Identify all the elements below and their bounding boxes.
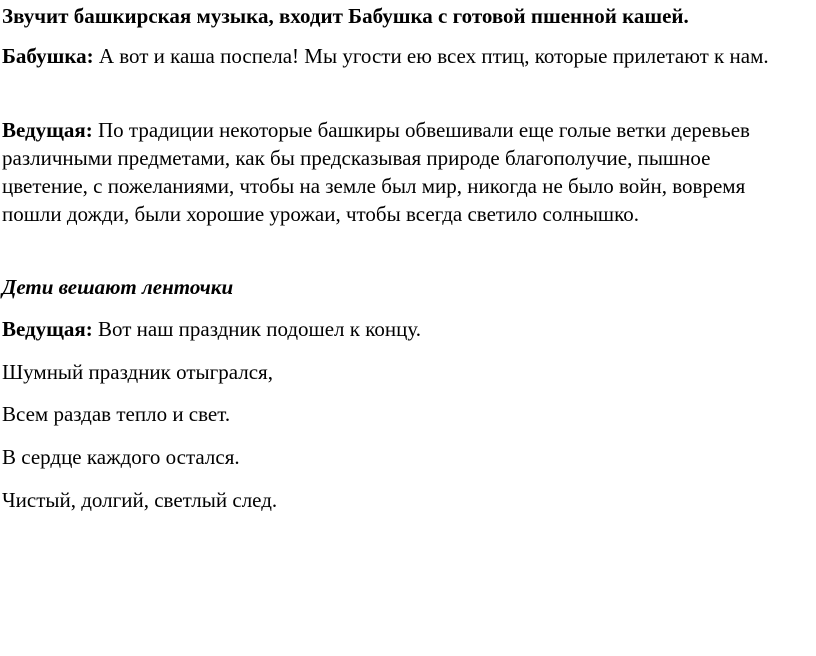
poem-line: Чистый, долгий, светлый след. bbox=[2, 488, 278, 512]
speaker-host: Ведущая: bbox=[2, 317, 93, 341]
poem-line: Всем раздав тепло и свет. bbox=[2, 402, 231, 426]
host-text-2: Вот наш праздник подошел к концу. bbox=[92, 317, 421, 341]
speaker-grandma: Бабушка: bbox=[2, 44, 94, 68]
host-line-2 bbox=[2, 315, 421, 343]
stage-direction-entrance: Звучит башкирская музыка, входит Бабушка с готовой пшенной кашей. bbox=[2, 4, 689, 28]
speaker-host: Ведущая: bbox=[2, 118, 93, 142]
grandma-text: А вот и каша поспела! Мы угости ею всех птиц, которые прилетают к нам. bbox=[93, 44, 769, 68]
host-text-1: По традиции некоторые башкиры обвешивали еще голые ветки деревьев различными предметами, как бы предсказывая природе благополучие, пышное цветение, с пожеланиями, чтобы на земле был мир, никогда не было войн, вовремя пошли дожди, были хорошие урожаи, чтобы всегда светило солнышко. bbox=[2, 118, 750, 226]
host-line-1 bbox=[2, 116, 792, 228]
poem-line: В сердце каждого остался. bbox=[2, 445, 240, 469]
grandma-line bbox=[2, 42, 808, 70]
stage-direction-ribbons: Дети вешают ленточки bbox=[2, 275, 234, 299]
poem-line: Шумный праздник отыгрался, bbox=[2, 360, 273, 384]
